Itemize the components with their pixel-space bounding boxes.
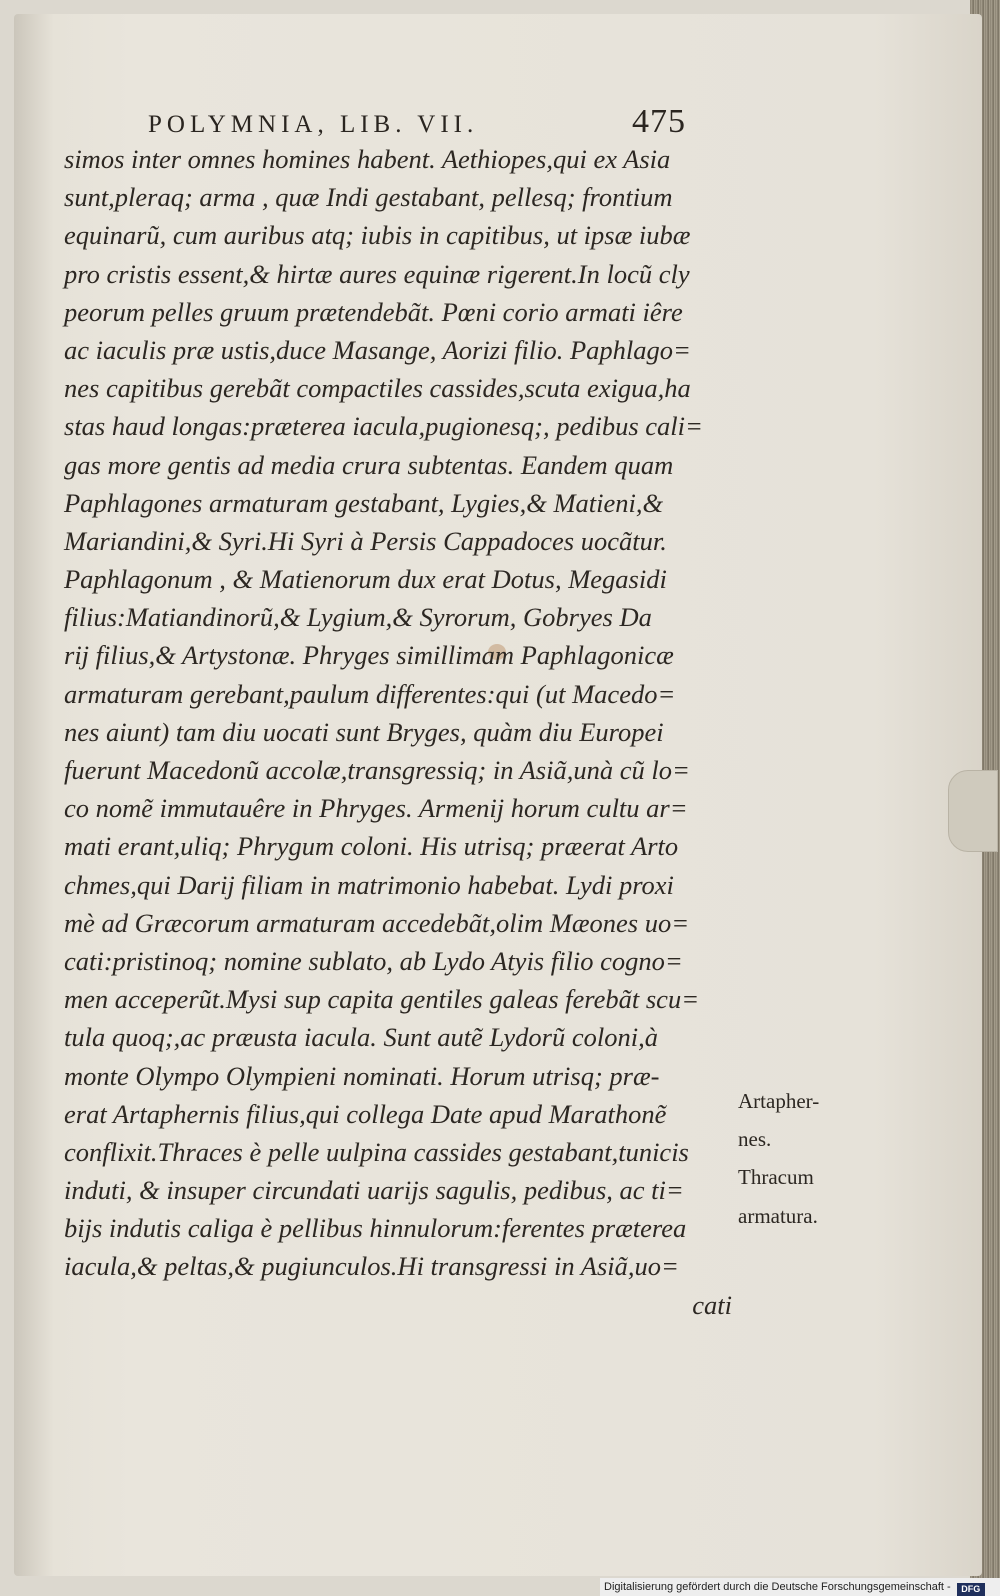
text-line: gas more gentis ad media crura subtentas. Eandem quam xyxy=(64,449,674,480)
text-line: fuerunt Macedonũ accolæ,transgressiq; in Asiã,unà cũ lo= xyxy=(64,755,690,785)
dfg-logo-icon: DFG xyxy=(957,1583,985,1596)
page-tab-marker xyxy=(948,770,998,852)
text-line: rij filius,& Artystonæ. Phryges simillimam Paphlagonicæ xyxy=(64,640,674,671)
text-line: mè ad Græcorum armaturam accedebãt,olim Mæones uo= xyxy=(64,907,690,938)
text-line: Paphlagones armaturam gestabant, Lygies,& Matieni,& xyxy=(64,487,664,518)
text-line: iacula,& peltas,& pugiunculos.Hi transgressi in Asiã,uo= xyxy=(64,1251,679,1282)
text-line: erat Artaphernis filius,qui collega Date apud Marathonẽ xyxy=(64,1098,667,1129)
text-line: co nomẽ immutauêre in Phryges. Armenij horum cultu ar= xyxy=(64,793,688,824)
margin-note-line: Artapher- xyxy=(738,1089,820,1113)
text-line: pro cristis essent,& hirtæ aures equinæ rigerent.In locũ cly xyxy=(64,258,690,289)
page-header xyxy=(148,103,748,143)
text-line: mati erant,uliq; Phrygum coloni. His utrisq; præerat Arto xyxy=(64,831,679,862)
margin-notes xyxy=(738,1082,858,1235)
text-line: induti, & insuper circundati uarijs sagulis, pedibus, ac ti= xyxy=(64,1175,684,1206)
page-number: 475 xyxy=(632,103,686,140)
text-line: armaturam gerebant,paulum differentes:qui (ut Macedo= xyxy=(64,678,676,709)
catchword: cati xyxy=(692,1289,732,1320)
text-line: tula quoq;,ac præusta iacula. Sunt autẽ Lydorũ coloni,à xyxy=(64,1022,658,1053)
running-title: POLYMNIA, LIB. VII. xyxy=(148,111,479,138)
main-text-block xyxy=(64,140,734,1324)
text-line: equinarũ, cum auribus atq; iubis in capitibus, ut ipsæ iubæ xyxy=(64,220,691,251)
text-line: Mariandini,& Syri.Hi Syri à Persis Cappadoces uocãtur. xyxy=(64,525,667,556)
text-line: conflixit.Thraces è pelle uulpina cassides gestabant,tunicis xyxy=(64,1136,689,1167)
text-line: nes capitibus gerebãt compactiles cassides,scuta exigua,ha xyxy=(64,373,691,404)
margin-note-line: Thracum xyxy=(738,1165,814,1190)
text-line: simos inter omnes homines habent. Aethiopes,qui ex Asia xyxy=(64,144,671,174)
margin-note-line: armatura. xyxy=(738,1203,818,1228)
digitization-footer xyxy=(600,1578,1000,1596)
text-line: sunt,pleraq; arma , quæ Indi gestabant, pellesq; frontium xyxy=(64,182,673,213)
text-line: nes aiunt) tam diu uocati sunt Bryges, quàm diu Europei xyxy=(64,716,664,747)
text-line: monte Olympo Olympieni nominati. Horum utrisq; præ- xyxy=(64,1060,660,1091)
text-line: men acceperũt.Mysi sup capita gentiles galeas ferebãt scu= xyxy=(64,984,700,1015)
text-line: stas haud longas:præterea iacula,pugionesq;, pedibus cali= xyxy=(64,411,703,442)
footer-text: Digitalisierung gefördert durch die Deutsche Forschungsgemeinschaft - xyxy=(604,1581,951,1593)
text-line: bijs indutis caliga è pellibus hinnulorum:ferentes præterea xyxy=(64,1213,687,1244)
text-line: chmes,qui Darij filiam in matrimonio habebat. Lydi proxi xyxy=(64,869,674,900)
text-line: cati:pristinoq; nomine sublato, ab Lydo Atyis filio cogno= xyxy=(64,945,683,976)
margin-note-line: nes. xyxy=(738,1127,772,1152)
text-line: filius:Matiandinorũ,& Lygium,& Syrorum, Gobryes Da xyxy=(64,602,652,633)
text-line: ac iaculis præ ustis,duce Masange, Aorizi filio. Paphlago= xyxy=(64,334,691,365)
text-line: Paphlagonum , & Matienorum dux erat Dotus, Megasidi xyxy=(64,564,667,595)
text-line: peorum pelles gruum prætendebãt. Pœni corio armati iêre xyxy=(64,296,683,327)
